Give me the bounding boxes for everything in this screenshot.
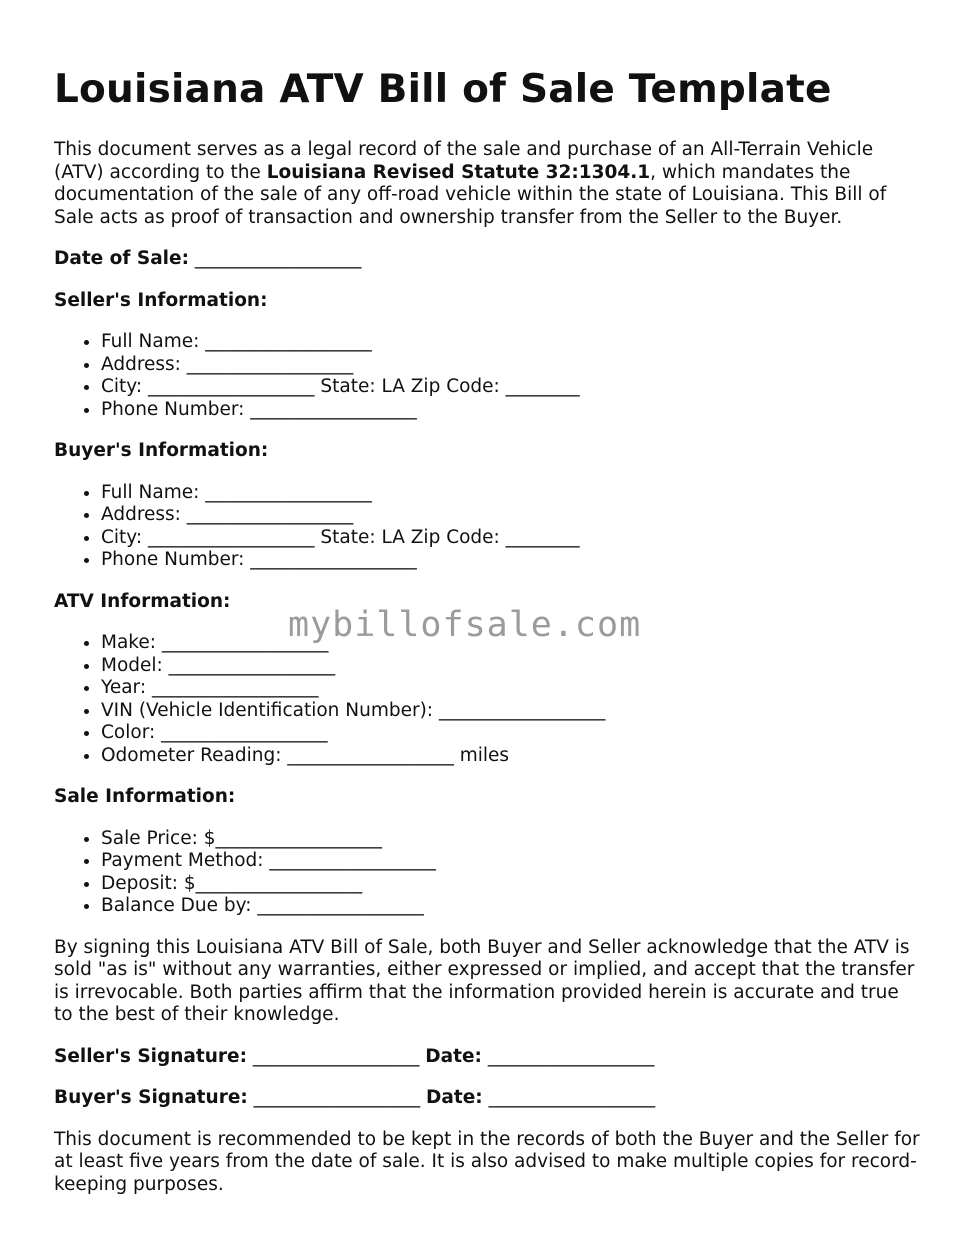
buyer-phone[interactable]: • Phone Number: __________________ [101, 549, 922, 572]
buyer-info-list [54, 482, 922, 572]
balance-due-by[interactable]: • Balance Due by: __________________ [101, 895, 922, 918]
sale-heading: Sale Information: [54, 786, 236, 807]
seller-signature-label: Seller's Signature: [54, 1045, 247, 1067]
date-of-sale-blank[interactable]: __________________ [194, 248, 362, 269]
seller-signature-line [54, 1046, 922, 1069]
buyer-signature-blank[interactable]: __________________ [253, 1087, 421, 1108]
atv-color[interactable]: • Color: __________________ [101, 722, 922, 745]
seller-date-label: Date: [425, 1045, 482, 1067]
seller-phone[interactable]: • Phone Number: __________________ [101, 399, 922, 422]
atv-vin[interactable]: • VIN (Vehicle Identification Number): __________________ [101, 700, 922, 723]
atv-heading: ATV Information: [54, 590, 231, 612]
intro-paragraph [54, 139, 922, 229]
seller-full-name[interactable]: • Full Name: __________________ [101, 331, 922, 354]
atv-make[interactable]: • Make: __________________ [101, 632, 922, 655]
watermark: mybillofsale.com [288, 605, 642, 645]
seller-info-list [54, 331, 922, 421]
payment-method[interactable]: • Payment Method: __________________ [101, 850, 922, 873]
sale-info-list [54, 828, 922, 918]
seller-address[interactable]: • Address: __________________ [101, 354, 922, 377]
atv-odometer[interactable]: • Odometer Reading: __________________ miles [101, 745, 922, 768]
deposit[interactable]: • Deposit: $__________________ [101, 873, 922, 896]
date-of-sale-label: Date of Sale: [54, 248, 189, 269]
buyer-address[interactable]: • Address: __________________ [101, 504, 922, 527]
buyer-signature-line [54, 1087, 922, 1110]
buyer-date-label: Date: [426, 1087, 483, 1108]
page-title: Louisiana ATV Bill of Sale Template [54, 67, 832, 112]
statute-reference: Louisiana Revised Statute 32:1304.1 [266, 161, 651, 183]
seller-heading: Seller's Information: [54, 289, 268, 311]
acknowledgment-paragraph: By signing this Louisiana ATV Bill of Sale, both Buyer and Seller acknowledge that the ATV is sold "as is" without any warranties, either expressed or implied, and accept that the transfer is irrevocable. Both parties affirm that the information provided herein is accurate and true to the best of their knowledge. [54, 936, 915, 1025]
date-of-sale-line [54, 248, 922, 271]
buyer-full-name[interactable]: • Full Name: __________________ [101, 482, 922, 505]
buyer-date-blank[interactable]: __________________ [488, 1087, 656, 1108]
closing-paragraph: This document is recommended to be kept in the records of both the Buyer and the Seller for at least five years from the date of sale. It is also advised to make multiple copies for record-keeping purposes. [54, 1128, 920, 1195]
atv-year[interactable]: • Year: __________________ [101, 677, 922, 700]
seller-signature-blank[interactable]: __________________ [252, 1045, 420, 1067]
atv-model[interactable]: • Model: __________________ [101, 655, 922, 678]
buyer-heading: Buyer's Information: [54, 440, 269, 461]
seller-date-blank[interactable]: __________________ [487, 1045, 655, 1067]
buyer-signature-label: Buyer's Signature: [54, 1087, 248, 1108]
buyer-city-state-zip[interactable]: • City: __________________ State: LA Zip Code: ________ [101, 527, 922, 550]
atv-info-list [54, 632, 922, 767]
seller-city-state-zip[interactable]: • City: __________________ State: LA Zip Code: ________ [101, 376, 922, 399]
intro-text-1: This document serves as a legal record of the sale and purchase of an All-Terrain Vehicle (ATV) according to the [54, 139, 874, 183]
intro-text-2: , which mandates the documentation of the sale of any off-road vehicle within the state of Louisiana. This Bill of Sale acts as proof of transaction and ownership transfer from the Seller to the Buyer. [54, 161, 887, 228]
sale-price[interactable]: • Sale Price: $__________________ [101, 828, 922, 851]
